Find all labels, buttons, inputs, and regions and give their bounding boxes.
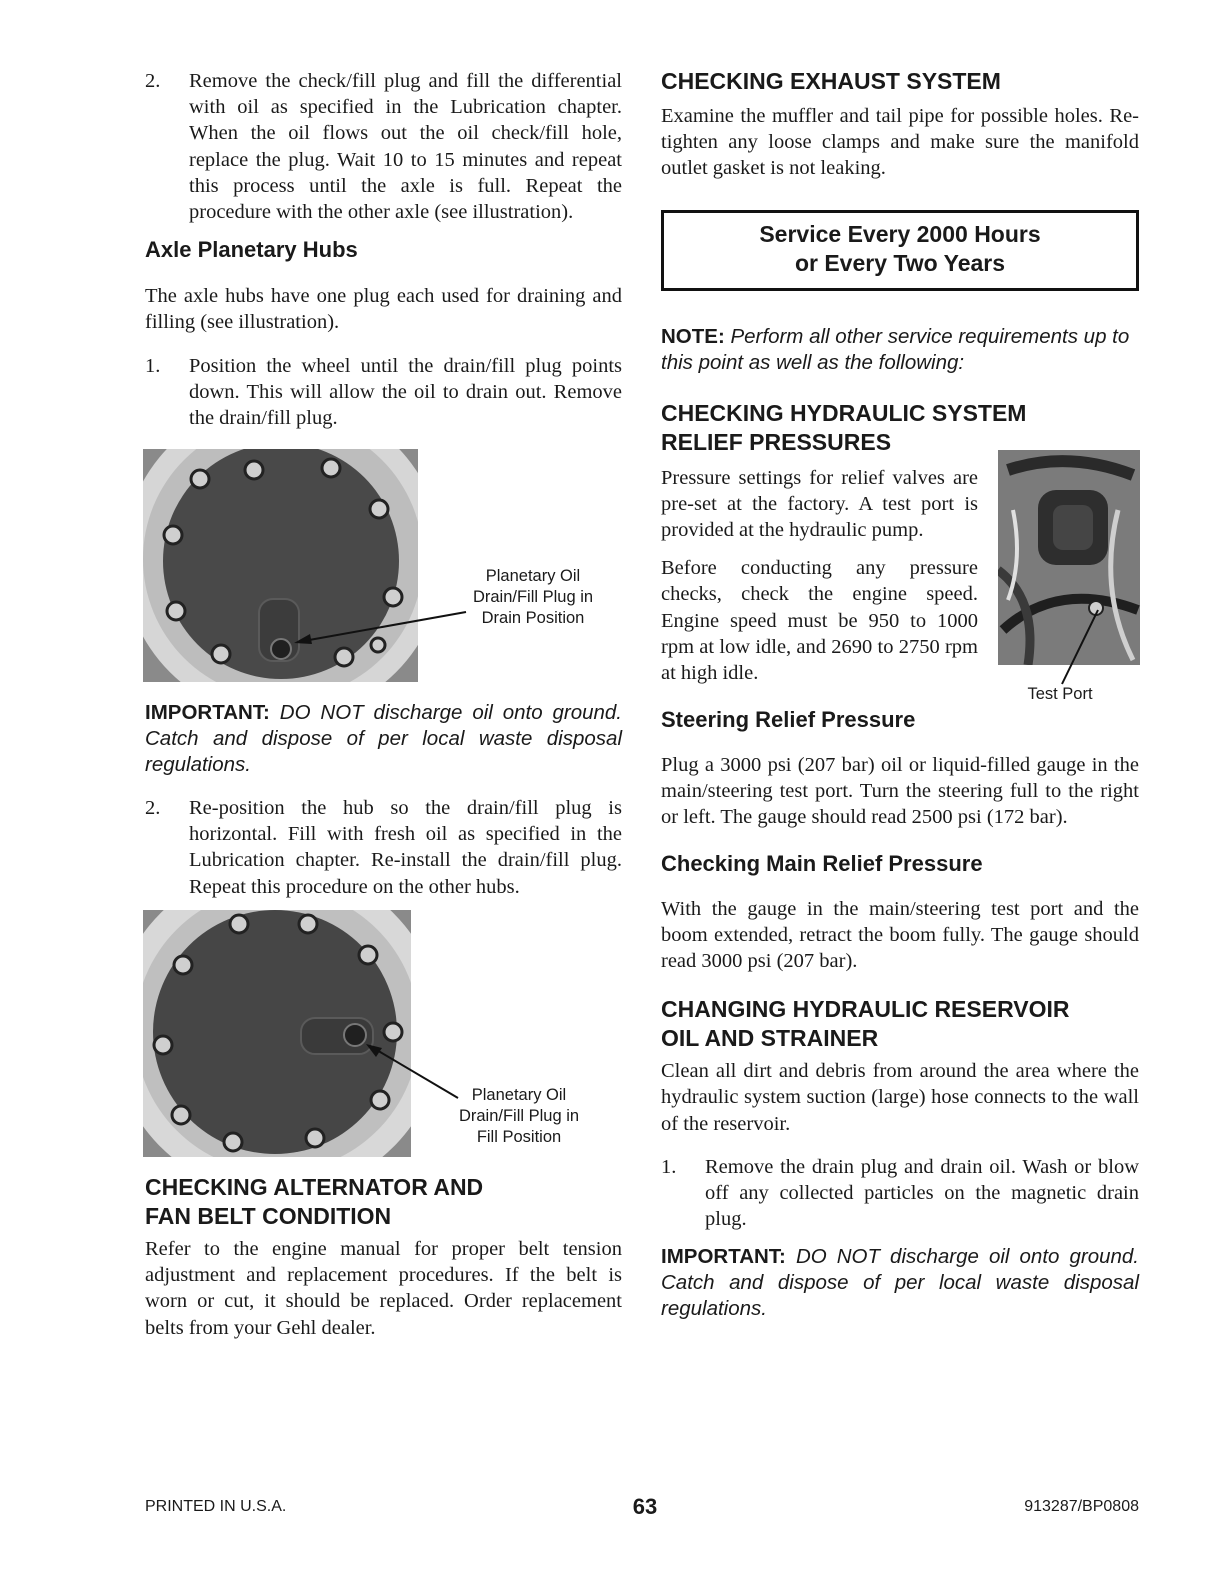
caption-line: Planetary Oil xyxy=(485,567,581,585)
step-number: 2. xyxy=(145,797,161,819)
main-relief-heading: Checking Main Relief Pressure xyxy=(661,850,983,876)
important-note-2 xyxy=(661,1244,1139,1322)
heading-line: CHECKING ALTERNATOR AND xyxy=(145,1174,484,1200)
heading-line: OIL AND STRAINER xyxy=(661,1025,879,1052)
test-port-caption: Test Port xyxy=(1027,685,1093,703)
left-column xyxy=(145,60,622,431)
alternator-text: Refer to the engine manual for proper belt tension adjustment and replacement procedures. If the belt is worn or cut, it should be replaced. Order replacement belts from your Gehl dealer. xyxy=(145,1238,622,1339)
heading-line: RELIEF PRESSURES xyxy=(661,428,892,455)
hydraulic-heading xyxy=(661,399,1139,457)
step-text: Remove the check/fill plug and fill the differential with oil as specified in the Lubrication chapter. When the oil flows out the oil check/fill hole, replace the plug. Wait 10 to 15 minutes and repeat this process until the axle is full. Repeat the procedure with the other axle (see illustration). xyxy=(189,70,622,224)
axle-intro-text: The axle hubs have one plug each used for draining and filling (see illustration). xyxy=(145,285,622,334)
exhaust-heading: CHECKING EXHAUST SYSTEM xyxy=(661,68,1001,94)
service-box-line: or Every Two Years xyxy=(794,249,1006,276)
caption-line: Drain/Fill Plug in xyxy=(472,588,594,606)
figure1-caption xyxy=(452,566,614,629)
reservoir-text: Clean all dirt and debris from around the area where the hydraulic system suction (large) hose connects to the wall of the reservoir. xyxy=(661,1060,1139,1135)
hydraulic-paragraph-1: Pressure settings for relief valves are pre-set at the factory. A test port is provided at the hydraulic pump. xyxy=(661,466,978,542)
hydraulic-paragraph-2: Before conducting any pressure checks, check the engine speed. Engine speed must be 950 to 1000 rpm at low idle, and 2690 to 2750 rpm at high idle. xyxy=(661,557,978,685)
page-number: 63 xyxy=(632,1494,658,1519)
footer-right: 913287/BP0808 xyxy=(1024,1498,1139,1515)
caption-line: Fill Position xyxy=(476,1128,562,1146)
main-relief-text: With the gauge in the main/steering test port and the boom extended, retract the boom fully. The gauge should read 3000 psi (207 bar). xyxy=(661,897,1139,973)
test-port-pointer xyxy=(1050,600,1110,690)
step-1-drain-plug xyxy=(661,1154,1139,1233)
left-column-middle xyxy=(145,700,622,900)
note-paragraph xyxy=(661,324,1139,376)
service-box-line: Service Every 2000 Hours xyxy=(759,220,1041,247)
step-text: Remove the drain plug and drain oil. Wash or blow off any collected particles on the magnetic drain plug. xyxy=(705,1155,1139,1231)
figure1-arrow xyxy=(290,590,470,650)
service-interval-box xyxy=(661,210,1139,291)
step-text: Re-position the hub so the drain/fill plug is horizontal. Fill with fresh oil as specified in the Lubrication chapter. Re-install the drain/fill plug. Repeat this procedure on the other hubs. xyxy=(189,797,622,898)
important-text: DO NOT discharge oil onto ground. Catch and dispose of per local waste disposal regulations. xyxy=(145,701,623,776)
important-text: DO NOT discharge oil onto ground. Catch and dispose of per local waste disposal regulations. xyxy=(661,1245,1139,1321)
step-number: 1. xyxy=(661,1155,677,1178)
step-text: Position the wheel until the drain/fill plug points down. This will allow the oil to drain out. Remove the drain/fill plug. xyxy=(189,354,622,430)
axle-planetary-hubs-heading: Axle Planetary Hubs xyxy=(145,237,358,263)
important-label: IMPORTANT: xyxy=(661,1245,786,1269)
exhaust-text: Examine the muffler and tail pipe for possible holes. Re-tighten any loose clamps and make sure the manifold outlet gasket is not leaking. xyxy=(661,105,1139,180)
steering-relief-heading: Steering Relief Pressure xyxy=(661,707,916,732)
step-1-position-wheel xyxy=(145,353,622,432)
heading-line: CHECKING HYDRAULIC SYSTEM xyxy=(661,399,1027,426)
note-label: NOTE: xyxy=(661,324,725,348)
important-note-1 xyxy=(145,700,622,778)
step-number: 1. xyxy=(145,354,161,377)
steering-relief-text: Plug a 3000 psi (207 bar) oil or liquid-filled gauge in the main/steering test port. Turn the steering full to the right or left. The gauge should read 2500 psi (172 bar). xyxy=(661,754,1139,829)
heading-line: CHANGING HYDRAULIC RESERVOIR xyxy=(661,996,1070,1023)
heading-line: FAN BELT CONDITION xyxy=(145,1203,392,1229)
note-text: Perform all other service requirements up to this point as well as the following: xyxy=(661,324,1130,374)
step-number: 2. xyxy=(145,70,161,92)
caption-line: Drain/Fill Plug in xyxy=(458,1107,580,1125)
right-column-lower xyxy=(661,706,1139,1322)
hydraulic-text-block xyxy=(661,465,978,687)
step-2-reposition-hub xyxy=(145,795,622,900)
caption-line: Planetary Oil xyxy=(471,1086,567,1104)
footer-left: PRINTED IN U.S.A. xyxy=(145,1498,287,1515)
important-label: IMPORTANT: xyxy=(145,701,270,724)
left-column-bottom xyxy=(145,1173,622,1341)
figure2-caption xyxy=(438,1085,600,1148)
reservoir-heading xyxy=(661,995,1139,1053)
alternator-heading xyxy=(145,1173,622,1231)
caption-line: Drain Position xyxy=(481,609,585,627)
step-2-differential xyxy=(145,68,622,225)
